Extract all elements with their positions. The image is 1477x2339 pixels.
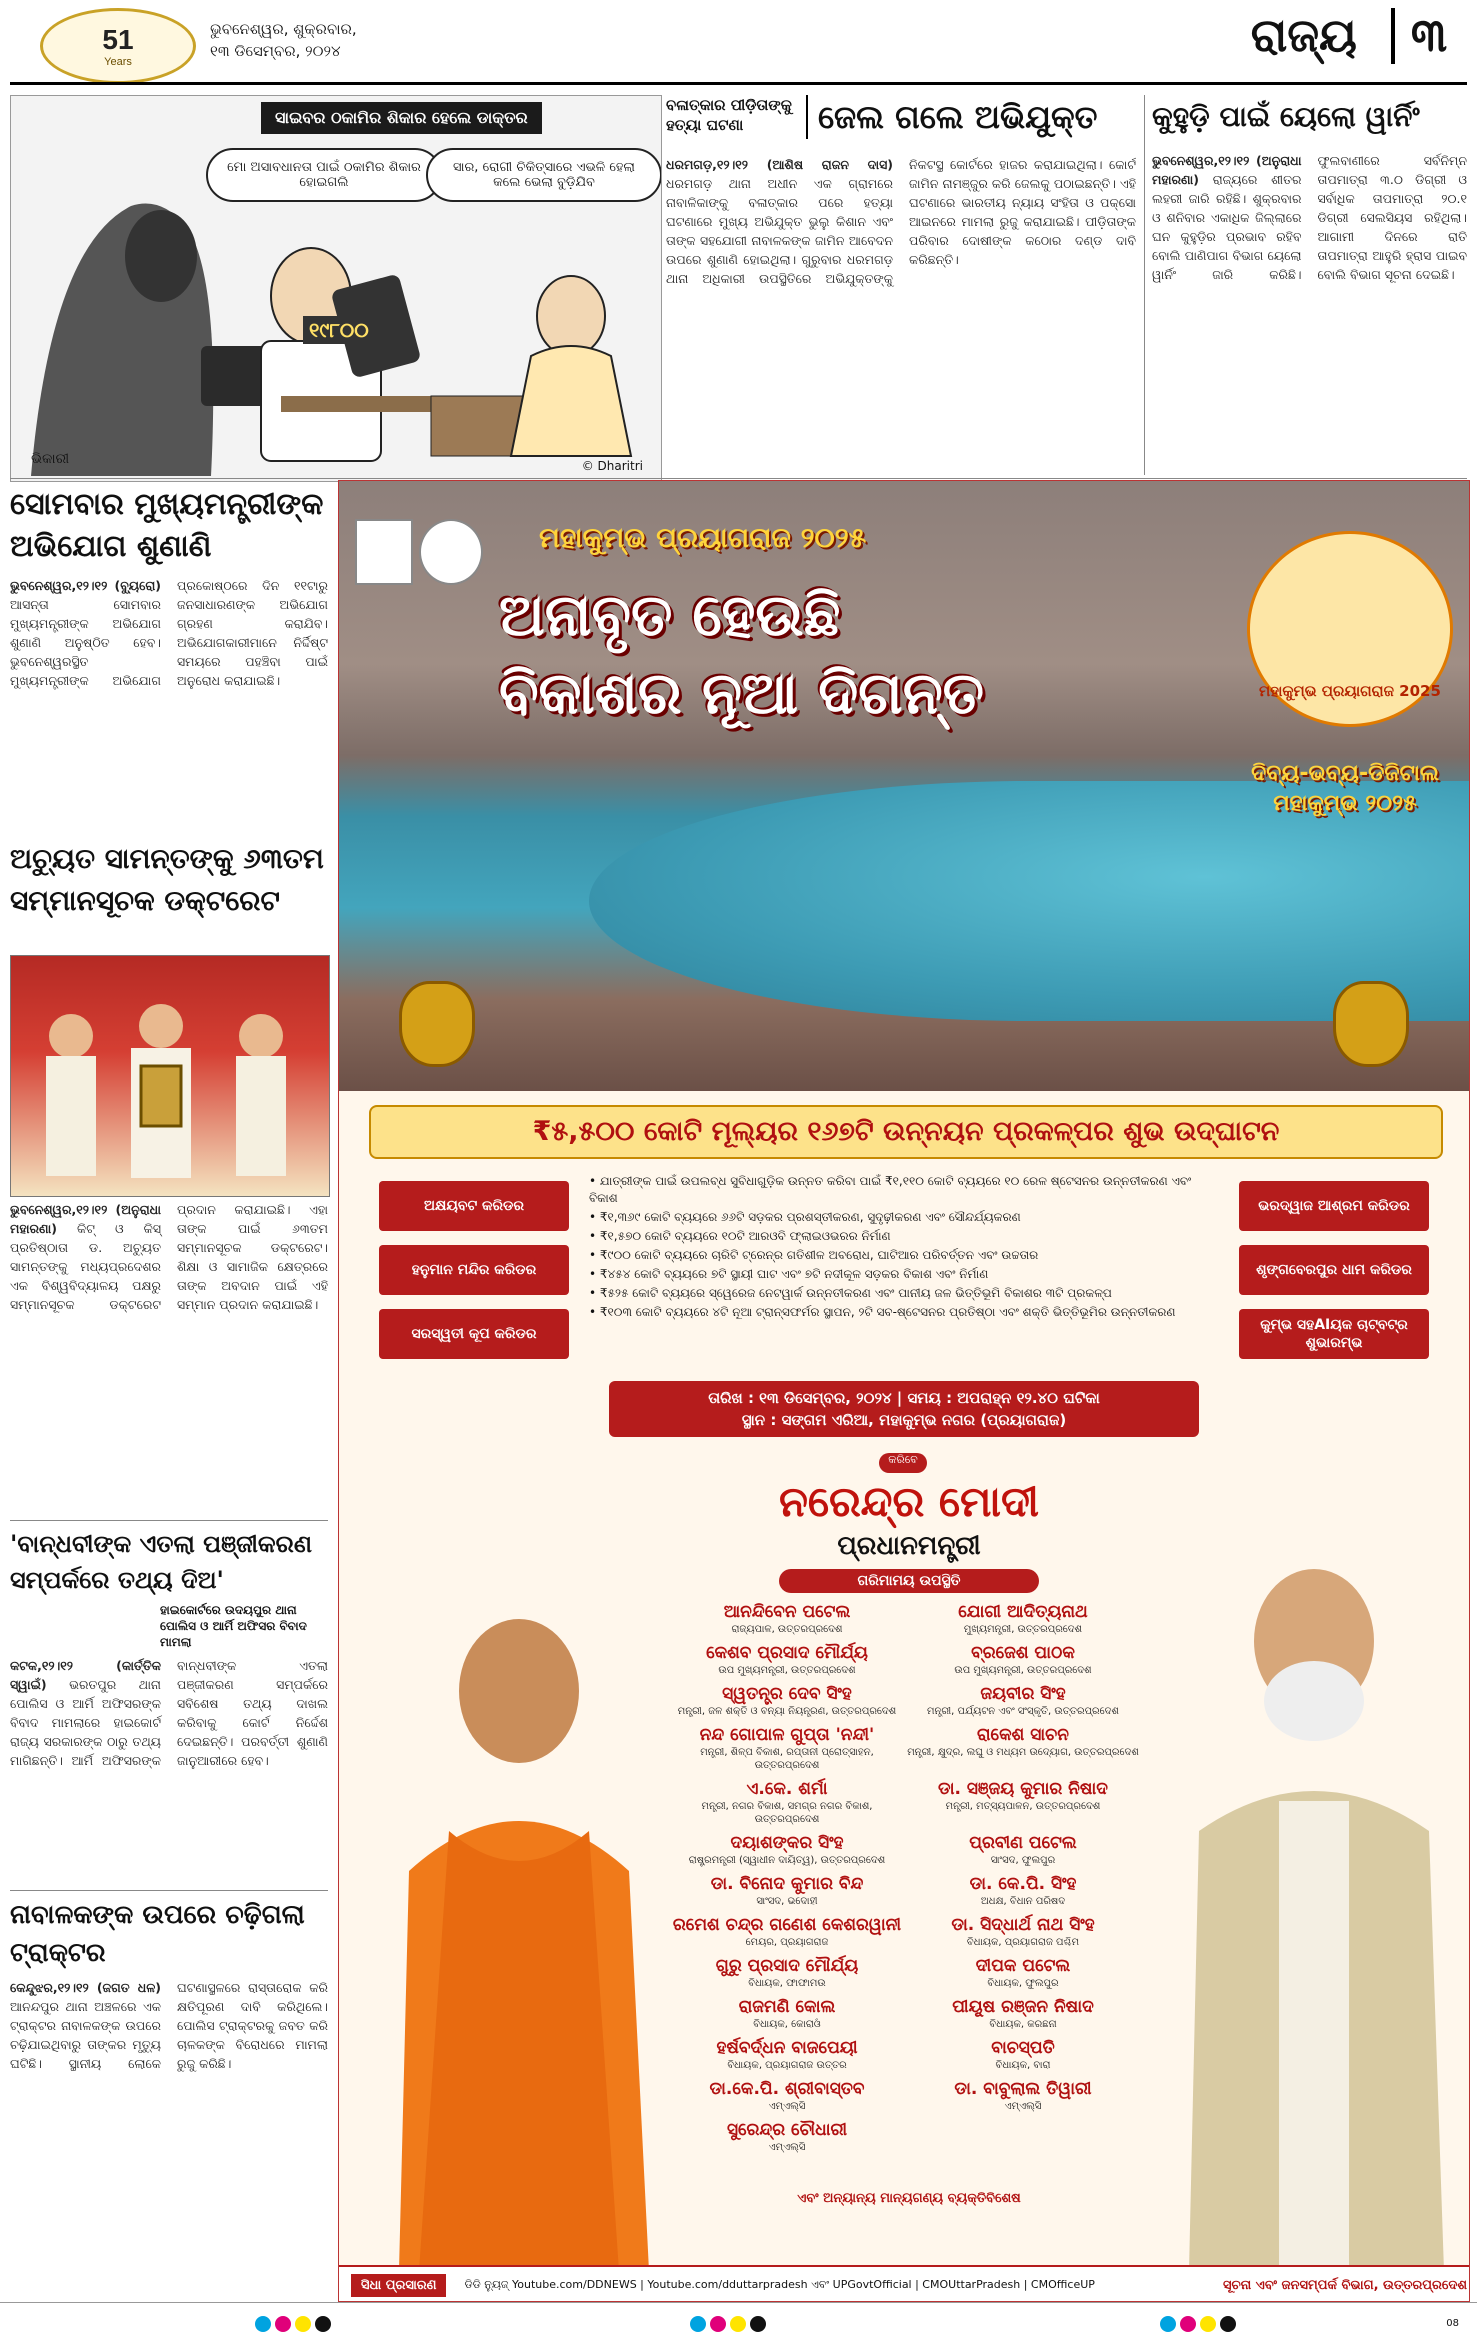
chief-guest-role: ପ୍ରଧାନମନ୍ତ୍ରୀ xyxy=(837,1531,981,1561)
speech-bubble-patient: ସାର, ରୋଗୀ ଚିକିତ୍ସାରେ ଏଭଳି ହେଲା କଲେ ଭେଲା ବୁଡ଼ିଯିବ xyxy=(426,148,662,202)
registration-mark-icon xyxy=(275,2316,291,2332)
kalash-left-icon xyxy=(399,981,475,1067)
project-item: • ₹୧,୩୬୯ କୋଟି ବ୍ୟୟରେ ୬୬ଟି ସଡ଼କର ପ୍ରଶସ୍ତୀକରଣ, ସୁଦୃଢ଼ୀକରଣ ଏବଂ ସୌନ୍ଦର୍ଯ୍ୟକରଣ xyxy=(589,1210,1021,1224)
guest-entry xyxy=(905,1996,1141,2031)
guest-entry xyxy=(669,1914,905,1949)
row-divider xyxy=(10,478,1467,479)
guest-role: ଉପ ମୁଖ୍ୟମନ୍ତ୍ରୀ, ଉତ୍ତରପ୍ରଦେଶ xyxy=(954,1665,1092,1676)
story-fog xyxy=(1152,95,1467,475)
story-register xyxy=(10,1526,328,1896)
guest-entry xyxy=(669,2037,905,2072)
guest-name: ନନ୍ଦ ଗୋପାଳ ଗୁପ୍ତା 'ନନ୍ଦୀ' xyxy=(699,1725,875,1745)
guest-role: ଏମ୍‌ଏଲ୍‌ସି xyxy=(1004,2101,1042,2112)
guest-name: କେଶବ ପ୍ରସାଦ ମୌର୍ଯ୍ୟ xyxy=(706,1643,868,1663)
guest-name: ସୁରେନ୍ଦ୍ର ଚୌଧାରୀ xyxy=(726,2120,848,2140)
registration-mark-icon xyxy=(730,2316,746,2332)
chief-guest-name: ନରେନ୍ଦ୍ର ମୋଦୀ xyxy=(778,1477,1040,1526)
guest-name: ଡା. କେ.ପି. ସିଂହ xyxy=(969,1874,1077,1894)
event-venue: ସ୍ଥାନ : ସଙ୍ଗମ ଏରିଆ, ମହାକୁମ୍ଭ ନଗର (ପ୍ରୟାଗରାଜ) xyxy=(741,1411,1067,1429)
row-divider xyxy=(10,1890,328,1891)
felicitation-photo xyxy=(10,955,330,1197)
yogi-portrait xyxy=(359,1571,669,2271)
guest-role: ସାଂସଦ, ଭଦୋହୀ xyxy=(756,1896,818,1907)
cartoon-credit: © Dharitri xyxy=(581,459,643,473)
story-cm-body: ଆସନ୍ତା ସୋମବାର ମୁଖ୍ୟମନ୍ତ୍ରୀଙ୍କ ଅଭିଯୋଗ ଶୁଣାଣି ଅନୁଷ୍ଠିତ ହେବ। ଭୁବନେଶ୍ୱରସ୍ଥିତ ମୁଖ୍ୟମନ୍ତ୍ରୀଙ୍କ ଅଭିଯୋଗ ପ୍ରକୋଷ୍ଠରେ ଦିନ ୧୧ଟାରୁ ଜନସାଧାରଣଙ୍କ ଅଭିଯୋଗ ଗ୍ରହଣ କରାଯିବ। ଅଭିଯୋଗକାରୀମାନେ ନିର୍ଦ୍ଦିଷ୍ଟ ସମୟରେ ପହଞ୍ଚିବା ପାଇଁ ଅନୁରୋଧ କରାଯାଇଛି। xyxy=(10,578,328,688)
registration-mark-icon xyxy=(1220,2316,1236,2332)
guest-entry xyxy=(905,1642,1141,1677)
guest-entry xyxy=(669,1873,905,1908)
guest-name: ଦୀପକ ପଟେଲ xyxy=(975,1956,1071,1976)
up-government-logo-icon xyxy=(419,519,483,585)
guest-name: ଗୁରୁ ପ୍ରସାଦ ମୌର୍ଯ୍ୟ xyxy=(715,1956,859,1976)
guest-entry xyxy=(905,2037,1141,2072)
story-jail-body: ଧରମଗଡ଼ ଥାନା ଅଧୀନ ଏକ ଗ୍ରାମରେ ନାବାଳିକାଙ୍କୁ ବଳାତ୍କାର ପରେ ହତ୍ୟା ଘଟଣାରେ ମୁଖ୍ୟ ଅଭିଯୁକ୍ତ ଭୁଲୁ କିଶାନ ଏବଂ ତାଙ୍କ ସହଯୋଗୀ ନାବାଳକଙ୍କ ଜାମିନ ଆବେଦନ ଉପରେ ଶୁଣାଣି ହୋଇଥିଲା। ଗୁରୁବାର ଧରମଗଡ଼ ଥାନା ଅଧିକାରୀ ଉପସ୍ଥିତିରେ ଅଭିଯୁକ୍ତଙ୍କୁ ନିକଟସ୍ଥ କୋର୍ଟରେ ହାଜର କରାଯାଇଥିଲା। କୋର୍ଟ ଜାମିନ ନାମଞ୍ଜୁର କରି ଜେଲକୁ ପଠାଇଛନ୍ତି। ଏହି ଘଟଣାରେ ଭାରତୀୟ ନ୍ୟାୟ ସଂହିତା ଓ ପକ୍ସୋ ଆଇନରେ ମାମଲା ରୁଜୁ କରାଯାଇଛି। ପୀଡ଼ିତାଙ୍କ ପରିବାର ଦୋଷୀଙ୍କ କଠୋର ଦଣ୍ଡ ଦାବି କରିଛନ୍ତି। xyxy=(666,157,1136,286)
guest-entry xyxy=(669,1996,905,2031)
guest-name: ପ୍ରବୀଣ ପଟେଲ xyxy=(969,1833,1077,1853)
guest-role: ଅଧକ୍ଷ, ବିଧାନ ପରିଷଦ xyxy=(980,1896,1066,1907)
guest-entry xyxy=(905,1873,1141,1908)
guest-entry xyxy=(905,1724,1141,1759)
footer-links: ଡିଡି ନ୍ୟୁଜ୍ Youtube.com/DDNEWS | Youtube.com/dduttarpradesh ଏବଂ UPGovtOfficial | CMOUttarPradesh | CMOfficeUP xyxy=(464,2278,1095,2291)
guest-name: ଡା. ବିନୋଦ କୁମାର ବିନ୍ଦ xyxy=(710,1874,864,1894)
project-item: • ₹୯୦୦ କୋଟି ବ୍ୟୟରେ ଚାରିଟି ଟ୍ରେନ୍‌ର ଗତିଶୀଳ ଅବରୋଧ, ଘାଟିଆର ପରିବର୍ତ୍ତନ ଏବଂ ଉଚ୍ଚତାର xyxy=(589,1248,1039,1262)
guest-entry xyxy=(669,1642,905,1677)
guest-name: ବ୍ରଜେଶ ପାଠକ xyxy=(971,1643,1075,1663)
guest-role: ରାଜ୍ୟପାଳ, ଉତ୍ତରପ୍ରଦେଶ xyxy=(731,1624,843,1635)
logo-number: 51 xyxy=(102,24,134,55)
story-register-headline: 'ବାନ୍ଧବୀଙ୍କ ଏତଲା ପଞ୍ଜୀକରଣ ସମ୍ପର୍କରେ ତଥ୍ୟ ଦିଅ' xyxy=(10,1530,313,1594)
bottom-rule xyxy=(0,2302,1477,2303)
guest-name: ରାଜମଣି କୋଲ xyxy=(738,1997,836,2017)
story-register-body: ଭରତପୁର ଥାନା ପୋଲିସ ଓ ଆର୍ମି ଅଫିସରଙ୍କ ବିବାଦ ମାମଲାରେ ହାଇକୋର୍ଟ ରାଜ୍ୟ ସରକାରଙ୍କ ଠାରୁ ତଥ୍ୟ ମାଗିଛନ୍ତି। ଆର୍ମି ଅଫିସରଙ୍କ ବାନ୍ଧବୀଙ୍କ ଏତଲା ପଞ୍ଜୀକରଣ ସମ୍ପର୍କରେ ସବିଶେଷ ତଥ୍ୟ ଦାଖଲ କରିବାକୁ କୋର୍ଟ ନିର୍ଦ୍ଦେଶ ଦେଇଛନ୍ତି। ପରବର୍ତ୍ତୀ ଶୁଣାଣି ଜାନୁଆରୀରେ ହେବ। xyxy=(10,1658,328,1768)
story-register-kicker: ହାଇକୋର୍ଟରେ ଉଦୟପୁର ଥାନା ପୋଲିସ ଓ ଆର୍ମି ଅଫିସର ବିବାଦ ମାମଲା xyxy=(160,1603,307,1649)
story-doctorate-headline: ଅଚ୍ୟୁତ ସାମନ୍ତଙ୍କୁ ୬୩ତମ ସମ୍ମାନସୂଚକ ଡକ୍ଟରେଟ xyxy=(10,842,324,917)
guest-name: ରମେଶ ଚନ୍ଦ୍ର ଗଣେଶ କେଶରୱାନୀ xyxy=(672,1915,902,1935)
guest-entry xyxy=(669,1778,905,1826)
live-tag: ସିଧା ପ୍ରସାରଣ xyxy=(351,2274,446,2297)
guest-name: ପୀୟୂଷ ରଞ୍ଜନ ନିଷାଦ xyxy=(952,1997,1094,2017)
guest-entry xyxy=(905,2078,1141,2113)
guest-role: ମନ୍ତ୍ରୀ, କ୍ଷୁଦ୍ର, ଲଘୁ ଓ ମଧ୍ୟମ ଉଦ୍ୟୋଗ, ଉତ୍ତରପ୍ରଦେଶ xyxy=(907,1747,1139,1758)
column-divider xyxy=(1144,95,1145,475)
dateline-header xyxy=(210,18,357,62)
story-jail-headline: ଜେଲ ଗଲେ ଅଭିଯୁକ୍ତ xyxy=(806,95,1097,139)
guest-entry xyxy=(905,1914,1141,1949)
registration-mark-icon xyxy=(1200,2316,1216,2332)
story-jail-dateline: ଧରମଗଡ଼,୧୨।୧୨ (ଆଶିଷ ରାଜନ ଦାସ) xyxy=(666,157,893,172)
registration-mark-icon xyxy=(255,2316,271,2332)
guest-entry xyxy=(905,1601,1141,1636)
mahakumbh-advertisement xyxy=(338,480,1470,2302)
corridor-akshayvat: ଅକ୍ଷୟବଟ କରିଡର xyxy=(379,1181,569,1231)
corridor-bharadwaj: ଭରଦ୍ୱାଜ ଆଶ୍ରମ କରିଡର xyxy=(1239,1181,1429,1231)
row-divider xyxy=(10,1520,328,1521)
guest-role: ବିଧାୟକ, ଫାଫାମଉ xyxy=(748,1978,826,1989)
cartoon-title: ସାଇବର ଠକାମିର ଶିକାର ହେଲେ ଡାକ୍ତର xyxy=(261,102,542,134)
guest-entry xyxy=(669,2078,905,2113)
story-fog-headline: କୁହୁଡ଼ି ପାଇଁ ୟେଲୋ ୱାର୍ନିଂ xyxy=(1152,100,1420,133)
guest-name: ଜୟବୀର ସିଂହ xyxy=(980,1684,1066,1704)
guest-role: ମନ୍ତ୍ରୀ, ପର୍ଯ୍ୟଟନ ଏବଂ ସଂସ୍କୃତି, ଉତ୍ତରପ୍ରଦେଶ xyxy=(927,1706,1119,1717)
registration-mark-icon xyxy=(295,2316,311,2332)
story-fog-dateline: ଭୁବନେଶ୍ୱର,୧୨।୧୨ (ଅନୁରାଧା ମହାରଣା) xyxy=(1152,153,1302,187)
guest-name: ଯୋଗୀ ଆଦିତ୍ୟନାଥ xyxy=(958,1602,1088,1622)
guest-list xyxy=(669,1601,1149,2160)
cartoonist-signature: ଭିକାରୀ xyxy=(31,451,70,467)
corridor-saraswati: ସରସ୍ୱତୀ କୂପ କରିଡର xyxy=(379,1309,569,1359)
patient-body xyxy=(511,346,631,456)
guest-role: ମନ୍ତ୍ରୀ, ମତ୍ସ୍ୟପାଳନ, ଉତ୍ତରପ୍ରଦେଶ xyxy=(945,1801,1101,1812)
guest-role: ବିଧାୟକ, କରଛନା xyxy=(989,2019,1057,2030)
patient-head xyxy=(537,276,605,356)
guest-entry xyxy=(905,1955,1141,1990)
chatbot-launch: କୁମ୍ଭ ସହAIୟକ ଚାଟ୍‌ବଟ୍‌ର ଶୁଭାରମ୍ଭ xyxy=(1239,1309,1429,1359)
ad-title-line-2: ବିକାଶର ନୂଆ ଦିଗନ୍ତ xyxy=(499,659,985,727)
project-list xyxy=(589,1173,1219,1323)
guest-name: ହର୍ଷବର୍ଦ୍ଧନ ବାଜପେୟୀ xyxy=(716,2038,858,2058)
ad-subtitle: ମହାକୁମ୍ଭ ପ୍ରୟାଗରାଜ ୨୦୨୫ xyxy=(539,521,867,554)
story-cm-dateline: ଭୁବନେଶ୍ୱର,୧୨।୧୨ (ବ୍ୟୁରୋ) xyxy=(10,578,161,593)
registration-mark-icon xyxy=(710,2316,726,2332)
mahakumbh-logo-text: ମହାକୁମ୍ଭ ପ୍ରୟାଗରାଜ 2025 xyxy=(1259,682,1441,700)
page-number-footer: 08 xyxy=(1446,2318,1459,2329)
other-dignitaries: ଏବଂ ଅନ୍ୟାନ୍ୟ ମାନ୍ୟଗଣ୍ୟ ବ୍ୟକ୍ତିବିଶେଷ xyxy=(797,2191,1021,2206)
guest-role: ସାଂସଦ, ଫୁଲପୁର xyxy=(990,1855,1056,1866)
phone-screen-amount: ୧୯୮୦୦ xyxy=(303,316,375,344)
guest-role: ଉପ ମୁଖ୍ୟମନ୍ତ୍ରୀ, ଉତ୍ତରପ୍ରଦେଶ xyxy=(718,1665,856,1676)
guest-name: ଡା. ସିଦ୍ଧାର୍ଥ ନାଥ ସିଂହ xyxy=(951,1915,1095,1935)
ad-title-line-1: ଅନାବୃତ ହେଉଛି xyxy=(499,581,841,649)
story-tractor xyxy=(10,1896,328,2328)
guest-entry xyxy=(905,1778,1141,1813)
guest-role: ମନ୍ତ୍ରୀ, ଜଳ ଶକ୍ତି ଓ ବନ୍ୟା ନିୟନ୍ତ୍ରଣ, ଉତ୍ତରପ୍ରଦେଶ xyxy=(677,1706,897,1717)
ad-tagline xyxy=(1251,759,1439,819)
registration-mark-icon xyxy=(315,2316,331,2332)
story-doctorate-body: କିଟ୍ ଓ କିସ୍ ପ୍ରତିଷ୍ଠାତା ଡ. ଅଚ୍ୟୁତ ସାମନ୍ତଙ୍କୁ ମଧ୍ୟପ୍ରଦେଶର ଏକ ବିଶ୍ୱବିଦ୍ୟାଳୟ ପକ୍ଷରୁ ସମ୍ମାନସୂଚକ ଡକ୍ଟରେଟ ପ୍ରଦାନ କରାଯାଇଛି। ଏହା ତାଙ୍କ ପାଇଁ ୬୩ତମ ସମ୍ମାନସୂଚକ ଡକ୍ଟରେଟ। ଶିକ୍ଷା ଓ ସାମାଜିକ କ୍ଷେତ୍ରରେ ତାଙ୍କ ଅବଦାନ ପାଇଁ ଏହି ସମ୍ମାନ ପ୍ରଦାନ କରାଯାଇଛି। xyxy=(10,1202,328,1312)
guest-name: ବାଚସ୍ପତି xyxy=(991,2038,1055,2058)
ad-title xyxy=(499,576,984,732)
event-date-time: ତାରିଖ : ୧୩ ଡିସେମ୍ବର, ୨୦୨୪ | ସମୟ : ଅପରାହ୍ନ ୧୨.୪୦ ଘଟିକା xyxy=(708,1389,1100,1407)
story-doctorate-text xyxy=(10,1200,328,1500)
tagline-line-1: ଦିବ୍ୟ-ଭବ୍ୟ-ଡିଜିଟାଲ xyxy=(1251,761,1439,786)
mahakumbh-logo xyxy=(1247,531,1453,727)
by-label: କରିବେ xyxy=(879,1453,927,1473)
guest-role: ମନ୍ତ୍ରୀ, ଶିଳ୍ପ ବିକାଶ, ରପ୍ତାନୀ ପ୍ରୋତ୍ସାହନ, ଉତ୍ତରପ୍ରଦେଶ xyxy=(700,1747,874,1771)
project-item: • ₹୫୨୫ କୋଟି ବ୍ୟୟରେ ସ୍ୱେରେଜ ନେଟୱାର୍କ ଉନ୍ନତୀକରଣ ଏବଂ ପାନୀୟ ଜଳ ଭିତ୍ତିଭୂମି ବିକାଶର ୩ଟି ପ୍ରକଳ୍ପ xyxy=(589,1286,1112,1300)
guest-name: ରାକେଶ ସାଚନ xyxy=(977,1725,1069,1745)
guest-entry xyxy=(905,1832,1141,1867)
guest-role: ବିଧାୟକ, ପ୍ରୟାଗରାଜ ଉତ୍ତର xyxy=(727,2060,847,2071)
logo-sub: Years xyxy=(104,56,132,68)
hooded-head xyxy=(125,210,197,302)
guest-entry xyxy=(669,1683,905,1718)
guest-role: ମେୟର, ପ୍ରୟାଗରାଜ xyxy=(745,1937,829,1948)
guest-role: ମୁଖ୍ୟମନ୍ତ୍ରୀ, ଉତ୍ତରପ୍ରଦେଶ xyxy=(963,1624,1083,1635)
kalash-right-icon xyxy=(1333,981,1409,1067)
guests-label: ଗରିମାମୟ ଉପସ୍ଥିତି xyxy=(779,1569,1039,1593)
story-tractor-body: ଆନନ୍ଦପୁର ଥାନା ଅଞ୍ଚଳରେ ଏକ ଟ୍ରାକ୍ଟର ନାବାଳକଙ୍କ ଉପରେ ଚଢ଼ିଯାଇଥିବାରୁ ତାଙ୍କର ମୃତ୍ୟୁ ଘଟିଛି। ସ୍ଥାନୀୟ ଲୋକେ ଘଟଣାସ୍ଥଳରେ ରାସ୍ତାରୋକ କରି କ୍ଷତିପୂରଣ ଦାବି କରିଥିଲେ। ପୋଲିସ ଟ୍ରାକ୍ଟରକୁ ଜବତ କରି ଚାଳକଙ୍କ ବିରୋଧରେ ମାମଲା ରୁଜୁ କରିଛି। xyxy=(10,1980,328,2071)
guest-name: ଡା. ସଞ୍ଜୟ କୁମାର ନିଷାଦ xyxy=(937,1779,1109,1799)
event-schedule xyxy=(609,1381,1199,1437)
guest-name: ଡା. ବାବୁଲାଲ ତିୱାରୀ xyxy=(954,2079,1092,2099)
project-item: • ₹୧୦୩ କୋଟି ବ୍ୟୟରେ ୪ଟି ନୂଆ ଟ୍ରାନ୍ସଫର୍ମର ସ୍ଥାପନ, ୨ଟି ସବ-ଷ୍ଟେସନର ପ୍ରତିଷ୍ଠା ଏବଂ ଶକ୍ତି ଭିତ୍ତିଭୂମିର ଉନ୍ନତୀକରଣ xyxy=(589,1305,1176,1319)
ad-footer xyxy=(339,2265,1470,2302)
section-title: ରାଜ୍ୟ xyxy=(1250,8,1357,62)
project-item: • ₹୪୫୪ କୋଟି ବ୍ୟୟରେ ୭ଟି ସ୍ଥାୟୀ ଘାଟ ଏବଂ ୭ଟି ନଦୀକୂଳ ସଡ଼କର ବିକାଶ ଏବଂ ନିର୍ମାଣ xyxy=(589,1267,989,1281)
guest-entry xyxy=(669,1724,905,1772)
guest-role: ବିଧାୟକ, ପ୍ରୟାଗରାଜ ପଶ୍ଚିମ xyxy=(966,1937,1080,1948)
story-fog-body: ରାଜ୍ୟରେ ଶୀତର ଲହରୀ ଜାରି ରହିଛି। ଶୁକ୍ରବାର ଓ ଶନିବାର ଏକାଧିକ ଜିଲ୍ଲାରେ ଘନ କୁହୁଡ଼ିର ପ୍ରଭାବ ରହିବ ବୋଲି ପାଣିପାଗ ବିଭାଗ ୟେଲୋ ୱାର୍ନିଂ ଜାରି କରିଛି। ଫୁଲବାଣୀରେ ସର୍ବନିମ୍ନ ତାପମାତ୍ରା ୩.୦ ଡିଗ୍ରୀ ଓ ସର୍ବାଧିକ ତାପମାତ୍ରା ୨୦.୧ ଡିଗ୍ରୀ ସେଲସିୟସ ରହିଥିଲା। ଆଗାମୀ ଦିନରେ ରାତି ତାପମାତ୍ରା ଆହୁରି ହ୍ରାସ ପାଇବ ବୋଲି ବିଭାଗ ସୂଚନା ଦେଇଛି। xyxy=(1152,153,1467,282)
guest-name: ସ୍ୱତନ୍ତ୍ର ଦେବ ସିଂହ xyxy=(722,1684,852,1704)
registration-mark-icon xyxy=(1180,2316,1196,2332)
guest-role: ବିଧାୟକ, ବାରା xyxy=(995,2060,1051,2071)
felicitation-figures xyxy=(11,956,329,1196)
registration-mark-icon xyxy=(750,2316,766,2332)
guest-entry xyxy=(669,1601,905,1636)
guest-name: ଦୟାଶଙ୍କର ସିଂହ xyxy=(730,1833,844,1853)
tagline-line-2: ମହାକୁମ୍ଭ ୨୦୨୫ xyxy=(1273,791,1417,816)
guest-role: ବିଧାୟକ, କୋରାଓଁ xyxy=(753,2019,821,2030)
guest-role: ଏମ୍‌ଏଲ୍‌ସି xyxy=(768,2142,806,2153)
guest-name: ଆନନ୍ଦିବେନ ପଟେଲ xyxy=(723,1602,851,1622)
guest-name: ଡା.କେ.ପି. ଶ୍ରୀବାସ୍ତବ xyxy=(709,2079,865,2099)
place-day: ଭୁବନେଶ୍ୱର, ଶୁକ୍ରବାର, xyxy=(210,20,357,38)
story-doctorate xyxy=(10,838,328,922)
story-doctorate-dateline: ଭୁବନେଶ୍ୱର,୧୨।୧୨ (ଅନୁରାଧା ମହାରଣା) xyxy=(10,1202,161,1236)
guest-role: ରାଷ୍ଟ୍ରମନ୍ତ୍ରୀ (ସ୍ୱାଧୀନ ଦାୟିତ୍ୱ), ଉତ୍ତରପ୍ରଦେଶ xyxy=(688,1855,886,1866)
guest-entry xyxy=(669,1955,905,1990)
story-jail xyxy=(666,95,1136,475)
guest-name: ଏ.କେ. ଶର୍ମା xyxy=(746,1779,828,1799)
modi-portrait xyxy=(1169,1501,1459,2271)
registration-mark-icon xyxy=(690,2316,706,2332)
project-item: • ₹୧,୫୭୦ କୋଟି ବ୍ୟୟରେ ୧୦ଟି ଆରଓବି ଫ୍ଲାଇଓଭରର ନିର୍ମାଣ xyxy=(589,1229,891,1243)
corridor-shringverpur: ଶୃଙ୍ଗବେରପୁର ଧାମ କରିଡର xyxy=(1239,1245,1429,1295)
national-emblem-icon xyxy=(355,519,413,585)
guest-entry xyxy=(669,1832,905,1867)
editorial-cartoon xyxy=(10,95,662,482)
story-tractor-headline: ନାବାଳକଙ୍କ ଉପରେ ଚଢ଼ିଗଲା ଟ୍ରାକ୍ଟର xyxy=(10,1900,305,1968)
guest-entry xyxy=(905,1683,1141,1718)
story-cm-grievance xyxy=(10,484,328,884)
page-number-header: ୩ xyxy=(1391,8,1447,64)
project-item: • ଯାତ୍ରୀଙ୍କ ପାଇଁ ଉପଲବ୍ଧ ସୁବିଧାଗୁଡ଼ିକ ଉନ୍ନତ କରିବା ପାଇଁ ₹୧,୧୧୦ କୋଟି ବ୍ୟୟରେ ୧୦ ରେଳ ଷ୍ଟେସନର ଉନ୍ନତୀକରଣ ଏବଂ ବିକାଶ xyxy=(589,1174,1192,1205)
story-register-dateline: କଟକ,୧୨।୧୨ (କାର୍ତ୍ତିକ ସ୍ୱାଇଁ) xyxy=(10,1658,161,1692)
registration-mark-icon xyxy=(1160,2316,1176,2332)
header-rule xyxy=(10,82,1467,85)
story-jail-kicker: ବଳାତ୍କାର ପୀଡ଼ିତାଙ୍କୁ ହତ୍ୟା ଘଟଣା xyxy=(666,96,792,134)
speech-bubble-doctor: ମୋ ଅସାବଧାନତା ପାଇଁ ଠକାମିର ଶିକାର ହୋଇଗଲି xyxy=(206,148,442,202)
story-tractor-dateline: କେନ୍ଦୁଝର,୧୨।୧୨ (ଜଗତ ଧଳ) xyxy=(10,1980,161,1995)
inauguration-banner: ₹୫,୫୦୦ କୋଟି ମୂଲ୍ୟର ୧୬୭ଟି ଉନ୍ନୟନ ପ୍ରକଳ୍ପର ଶୁଭ ଉଦ୍‌ଘାଟନ xyxy=(369,1105,1443,1159)
masthead-logo xyxy=(40,8,196,84)
guest-role: ଏମ୍‌ଏଲ୍‌ସି xyxy=(768,2101,806,2112)
corridor-hanuman: ହନୁମାନ ମନ୍ଦିର କରିଡର xyxy=(379,1245,569,1295)
guest-role: ମନ୍ତ୍ରୀ, ନଗର ବିକାଶ, ସମଗ୍ର ନଗର ବିକାଶ, ଉତ୍ତରପ୍ରଦେଶ xyxy=(701,1801,873,1825)
footer-department: ସୂଚନା ଏବଂ ଜନସମ୍ପର୍କ ବିଭାଗ, ଉତ୍ତରପ୍ରଦେଶ xyxy=(1222,2277,1467,2293)
guest-entry xyxy=(669,2119,905,2154)
issue-date: ୧୩ ଡିସେମ୍ବର, ୨୦୨୪ xyxy=(210,42,341,60)
story-cm-headline: ସୋମବାର ମୁଖ୍ୟମନ୍ତ୍ରୀଙ୍କ ଅଭିଯୋଗ ଶୁଣାଣି xyxy=(10,487,324,564)
guest-role: ବିଧାୟକ, ଫୁଲପୁର xyxy=(987,1978,1059,1989)
